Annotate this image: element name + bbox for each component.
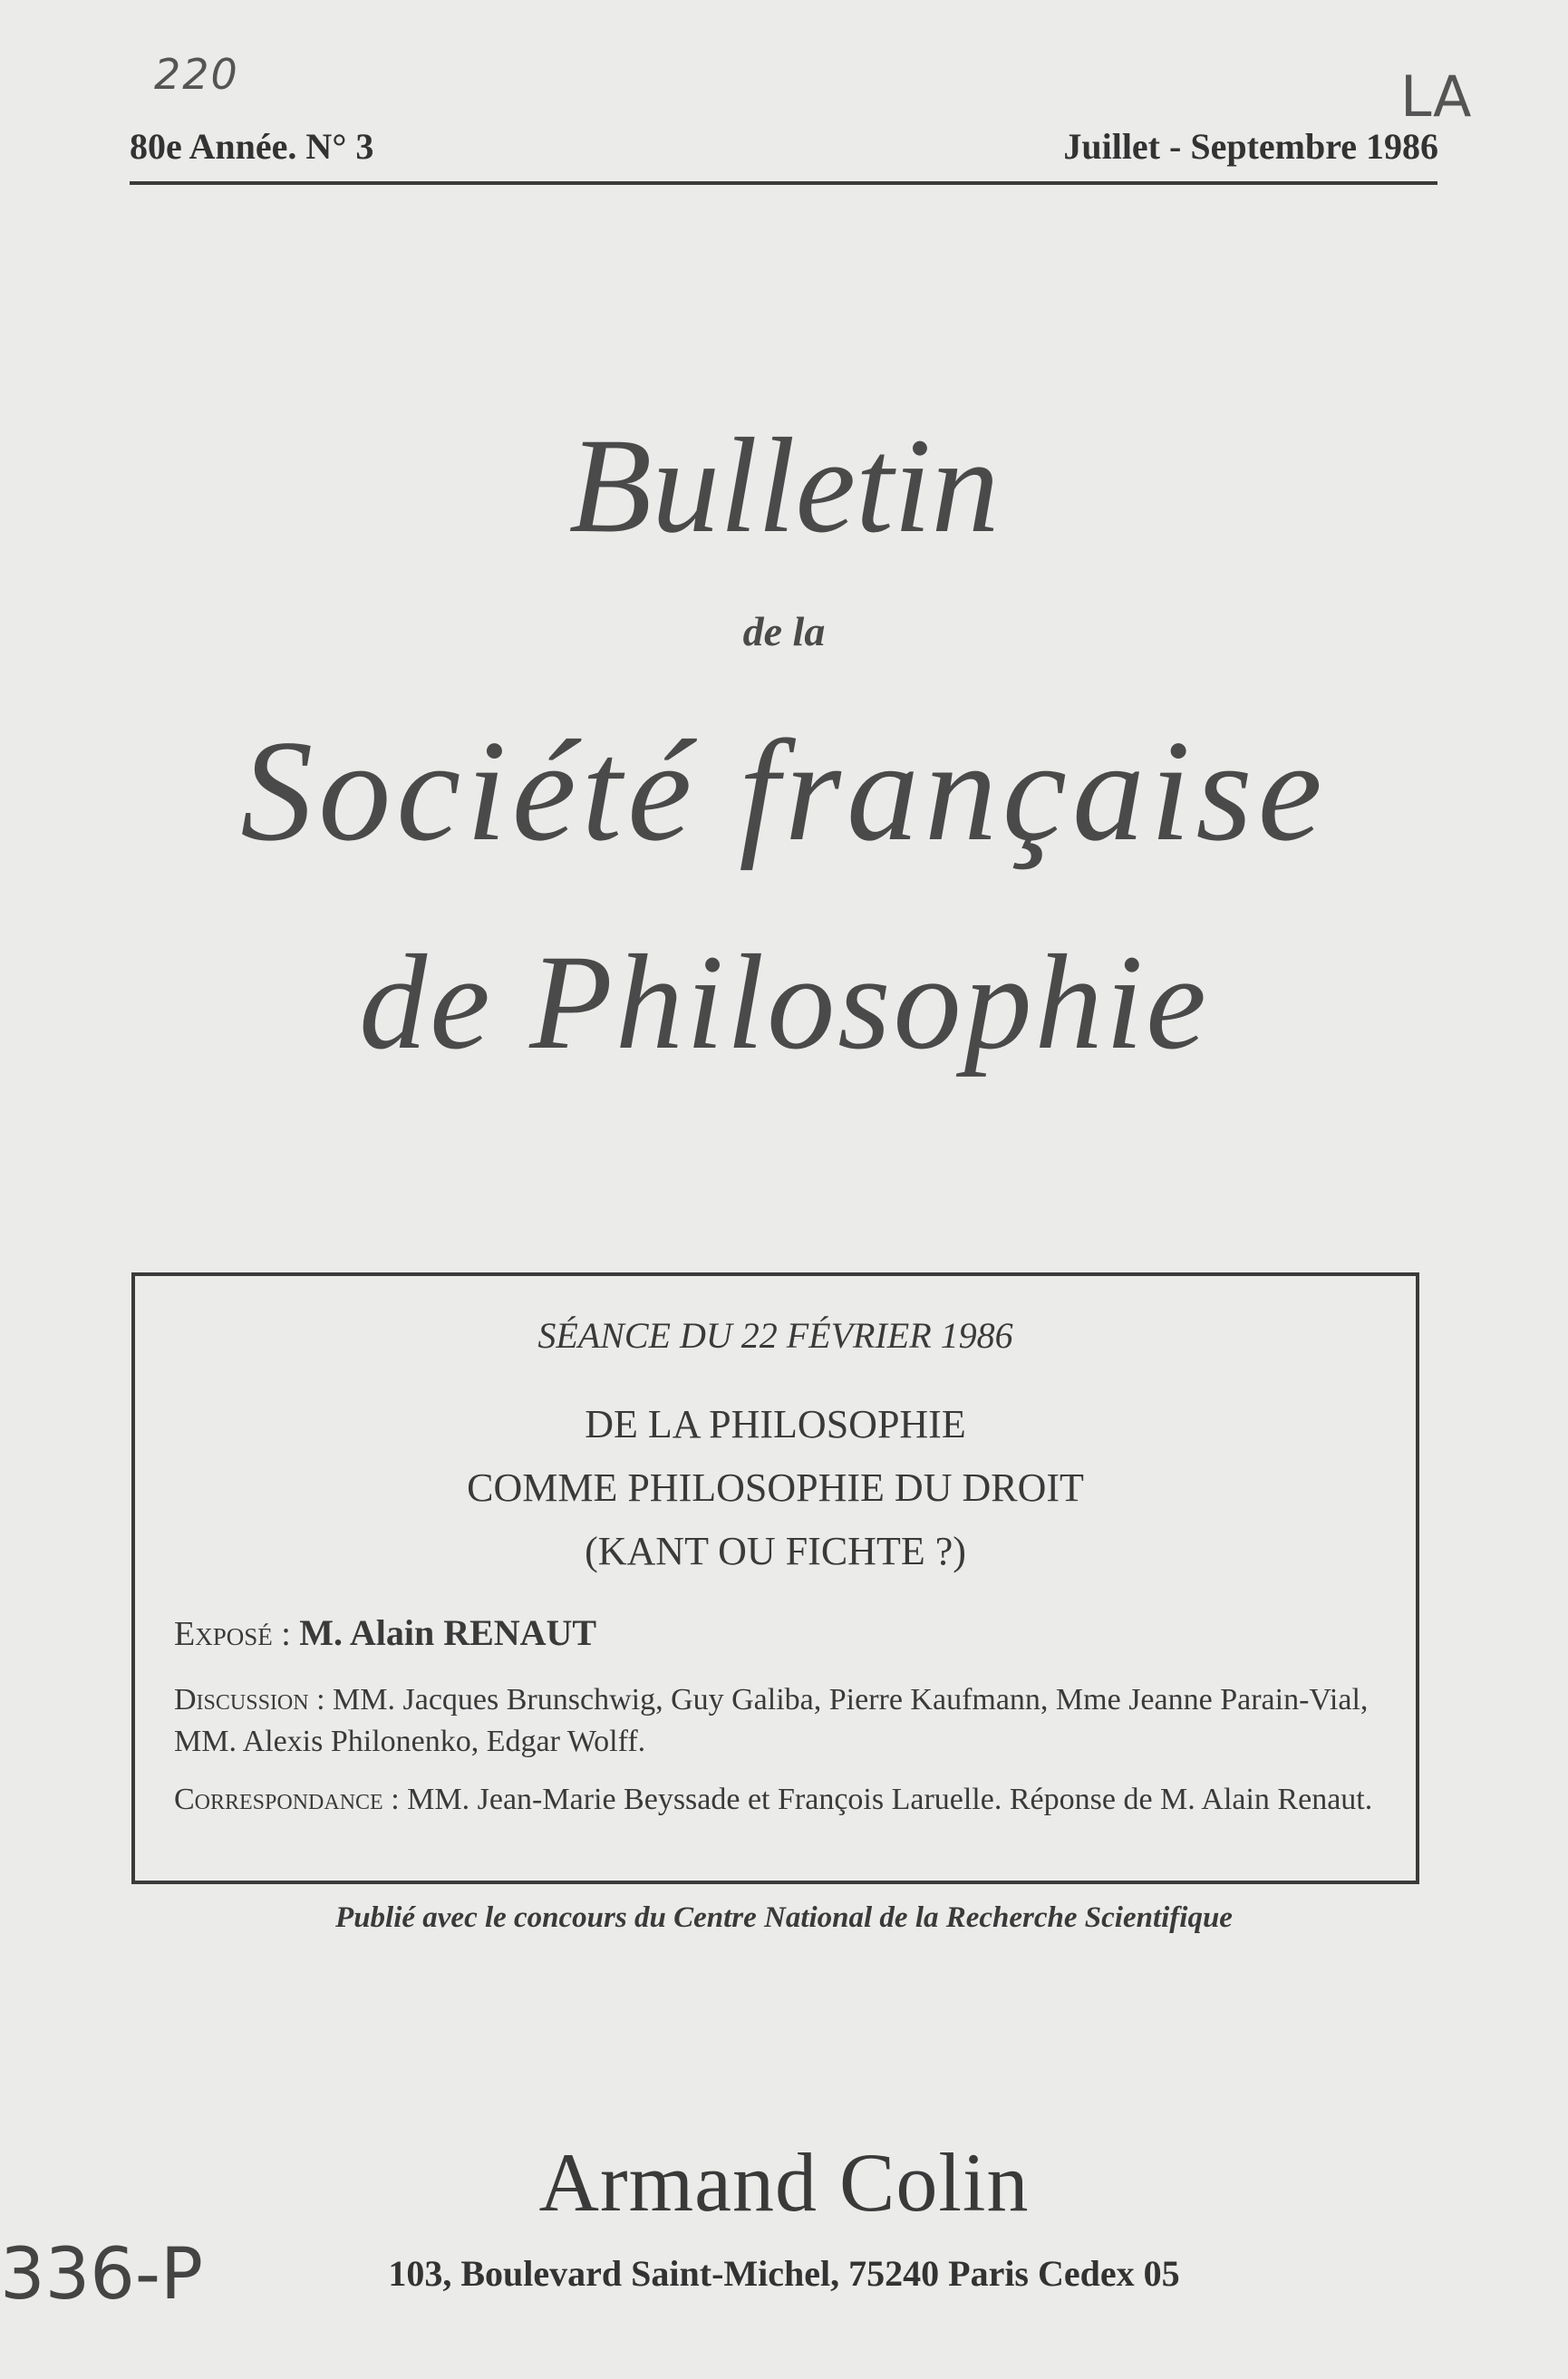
discussion-participants: MM. Jacques Brunschwig, Guy Galiba, Pierre Kaufmann, Mme Jeanne Parain-Vial, MM. Alexis Philonenko, Edgar Wolff. xyxy=(174,1683,1369,1758)
title-de-la: de la xyxy=(742,608,826,654)
publisher-address: 103, Boulevard Saint-Michel, 75240 Paris Cedex 05 xyxy=(388,2253,1180,2294)
topic-line-1: DE LA PHILOSOPHIE xyxy=(585,1402,966,1446)
topic-line-3: (KANT OU FICHTE ?) xyxy=(585,1529,966,1573)
header-rule xyxy=(130,181,1437,185)
correspondance-row: Correspondance : MM. Jean-Marie Beyssade et François Laruelle. Réponse de M. Alain Renaut. xyxy=(174,1779,1389,1821)
expose-speaker: M. Alain RENAUT xyxy=(299,1612,597,1653)
correspondance-text: MM. Jean-Marie Beyssade et François Laruelle. Réponse de M. Alain Renaut. xyxy=(407,1783,1373,1816)
discussion-row: Discussion : MM. Jacques Brunschwig, Guy Galiba, Pierre Kaufmann, Mme Jeanne Parain-Vial, MM. Alexis Philonenko, Edgar Wolff. xyxy=(174,1679,1389,1763)
issue-period: Juillet - Septembre 1986 xyxy=(1063,126,1438,167)
issue-number: 80e Année. N° 3 xyxy=(130,126,374,167)
correspondance-label: Correspondance xyxy=(174,1783,383,1816)
discussion-label: Discussion xyxy=(174,1683,309,1717)
session-date: SÉANCE DU 22 FÉVRIER 1986 xyxy=(537,1315,1013,1356)
session-box xyxy=(131,1272,1419,1884)
expose-label: Exposé xyxy=(174,1615,273,1653)
handwritten-note-top: 220 xyxy=(154,50,239,99)
handwritten-note-corner: LA xyxy=(1400,63,1472,130)
handwritten-shelf-mark: 336-P xyxy=(0,2234,204,2316)
title-philosophie: de Philosophie xyxy=(359,927,1209,1078)
title-societe: Société française xyxy=(240,710,1328,871)
topic-line-2: COMME PHILOSOPHIE DU DROIT xyxy=(467,1465,1084,1510)
cnrs-note: Publié avec le concours du Centre National de la Recherche Scientifique xyxy=(335,1901,1233,1934)
expose-row: Exposé : M. Alain RENAUT xyxy=(174,1612,597,1653)
publisher-name: Armand Colin xyxy=(538,2136,1030,2229)
title-bulletin: Bulletin xyxy=(568,411,1000,561)
